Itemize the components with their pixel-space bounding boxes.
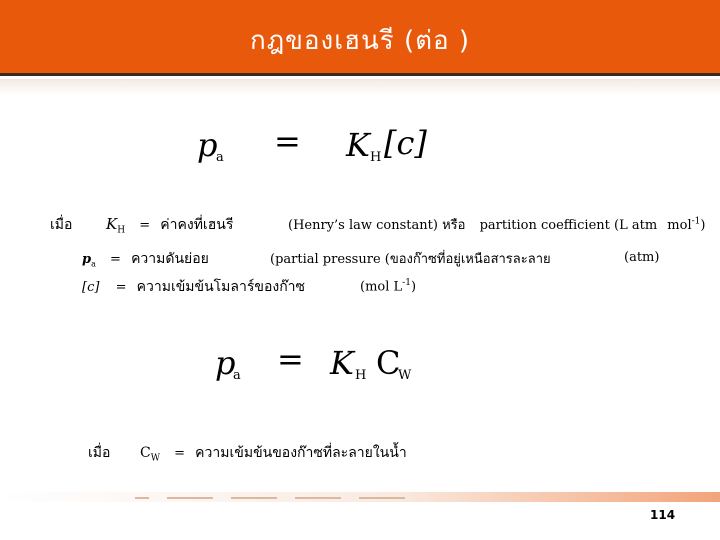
def1-unit: mol: [667, 218, 692, 233]
eq2-lhs-sub: a: [233, 368, 241, 383]
def3-line: [82, 276, 305, 298]
eq2-k: K: [330, 344, 354, 382]
def4-thai: ความเข้มข้นของก๊าซที่ละลายในน้ำ: [195, 445, 407, 461]
def2-unit-wrap: [624, 250, 659, 265]
slide-title: กฎของเฮนรี (ต่อ ): [249, 26, 471, 56]
deco-line-1: [135, 497, 149, 499]
def3-unit-wrap: [360, 278, 416, 294]
def1-en-wrap: [288, 214, 705, 235]
eq1-k: K: [346, 126, 370, 164]
def2-line: [82, 248, 209, 270]
eq2-k-sub: H: [355, 368, 367, 383]
def1-en2: partition coefficient (L atm: [479, 218, 658, 233]
eq2-c-sub: W: [398, 368, 412, 383]
def1-en: (Henry’s law constant) หรือ: [288, 218, 466, 233]
def4-when: เมื่อ: [88, 445, 111, 461]
def1-close: ): [700, 218, 706, 233]
eq1-c: [c]: [384, 124, 427, 162]
def2-symbol-sub: a: [91, 259, 96, 269]
def2-unit: (atm): [624, 250, 660, 265]
def1-thai: ค่าคงที่เฮนรี: [160, 217, 234, 233]
def3-close: ): [410, 279, 417, 295]
def2-thai: ความดันย่อย: [131, 251, 209, 267]
def1-symbol: K: [106, 215, 118, 233]
eq2-lhs: p: [215, 344, 236, 382]
def1-eq: =: [139, 218, 151, 233]
def4-eq: =: [174, 446, 186, 461]
def2-eq: =: [110, 252, 121, 267]
def4-symbol-sub: W: [150, 453, 160, 464]
def1-line: [50, 214, 72, 236]
def2-en: (partial pressure (ของก๊าซที่อยู่เหนือสารละลาย: [270, 252, 551, 267]
def3-unit: (mol L: [360, 279, 403, 295]
def1-body: [106, 214, 233, 236]
def2-en-wrap: [270, 248, 551, 269]
def3-thai: ความเข้มข้นโมลาร์ของก๊าซ: [136, 279, 306, 295]
eq1-lhs-sub: a: [216, 150, 224, 165]
eq2-equals: =: [277, 340, 304, 378]
def3-eq: =: [115, 280, 127, 295]
def1-when: เมื่อ: [50, 217, 73, 233]
title-shadow: [0, 79, 720, 95]
deco-line-3: [231, 497, 277, 499]
def3-symbol: [c]: [82, 280, 100, 295]
page-number: 114: [650, 508, 676, 522]
def2-symbol: p: [82, 252, 92, 267]
deco-line-2: [167, 497, 213, 499]
def4-body: [140, 442, 407, 464]
def1-unit-sup: -1: [691, 216, 701, 227]
eq1-k-sub: H: [370, 150, 382, 165]
def4-line: [88, 442, 110, 464]
deco-line-5: [359, 497, 405, 499]
def4-symbol: C: [140, 445, 151, 461]
eq2-c: C: [376, 344, 401, 382]
title-bar: [0, 0, 720, 76]
eq1-lhs: p: [197, 126, 218, 164]
def1-symbol-sub: H: [117, 225, 126, 236]
eq1-equals: =: [274, 122, 301, 160]
def3-unit-sup: -1: [402, 278, 411, 288]
deco-line-4: [295, 497, 341, 499]
